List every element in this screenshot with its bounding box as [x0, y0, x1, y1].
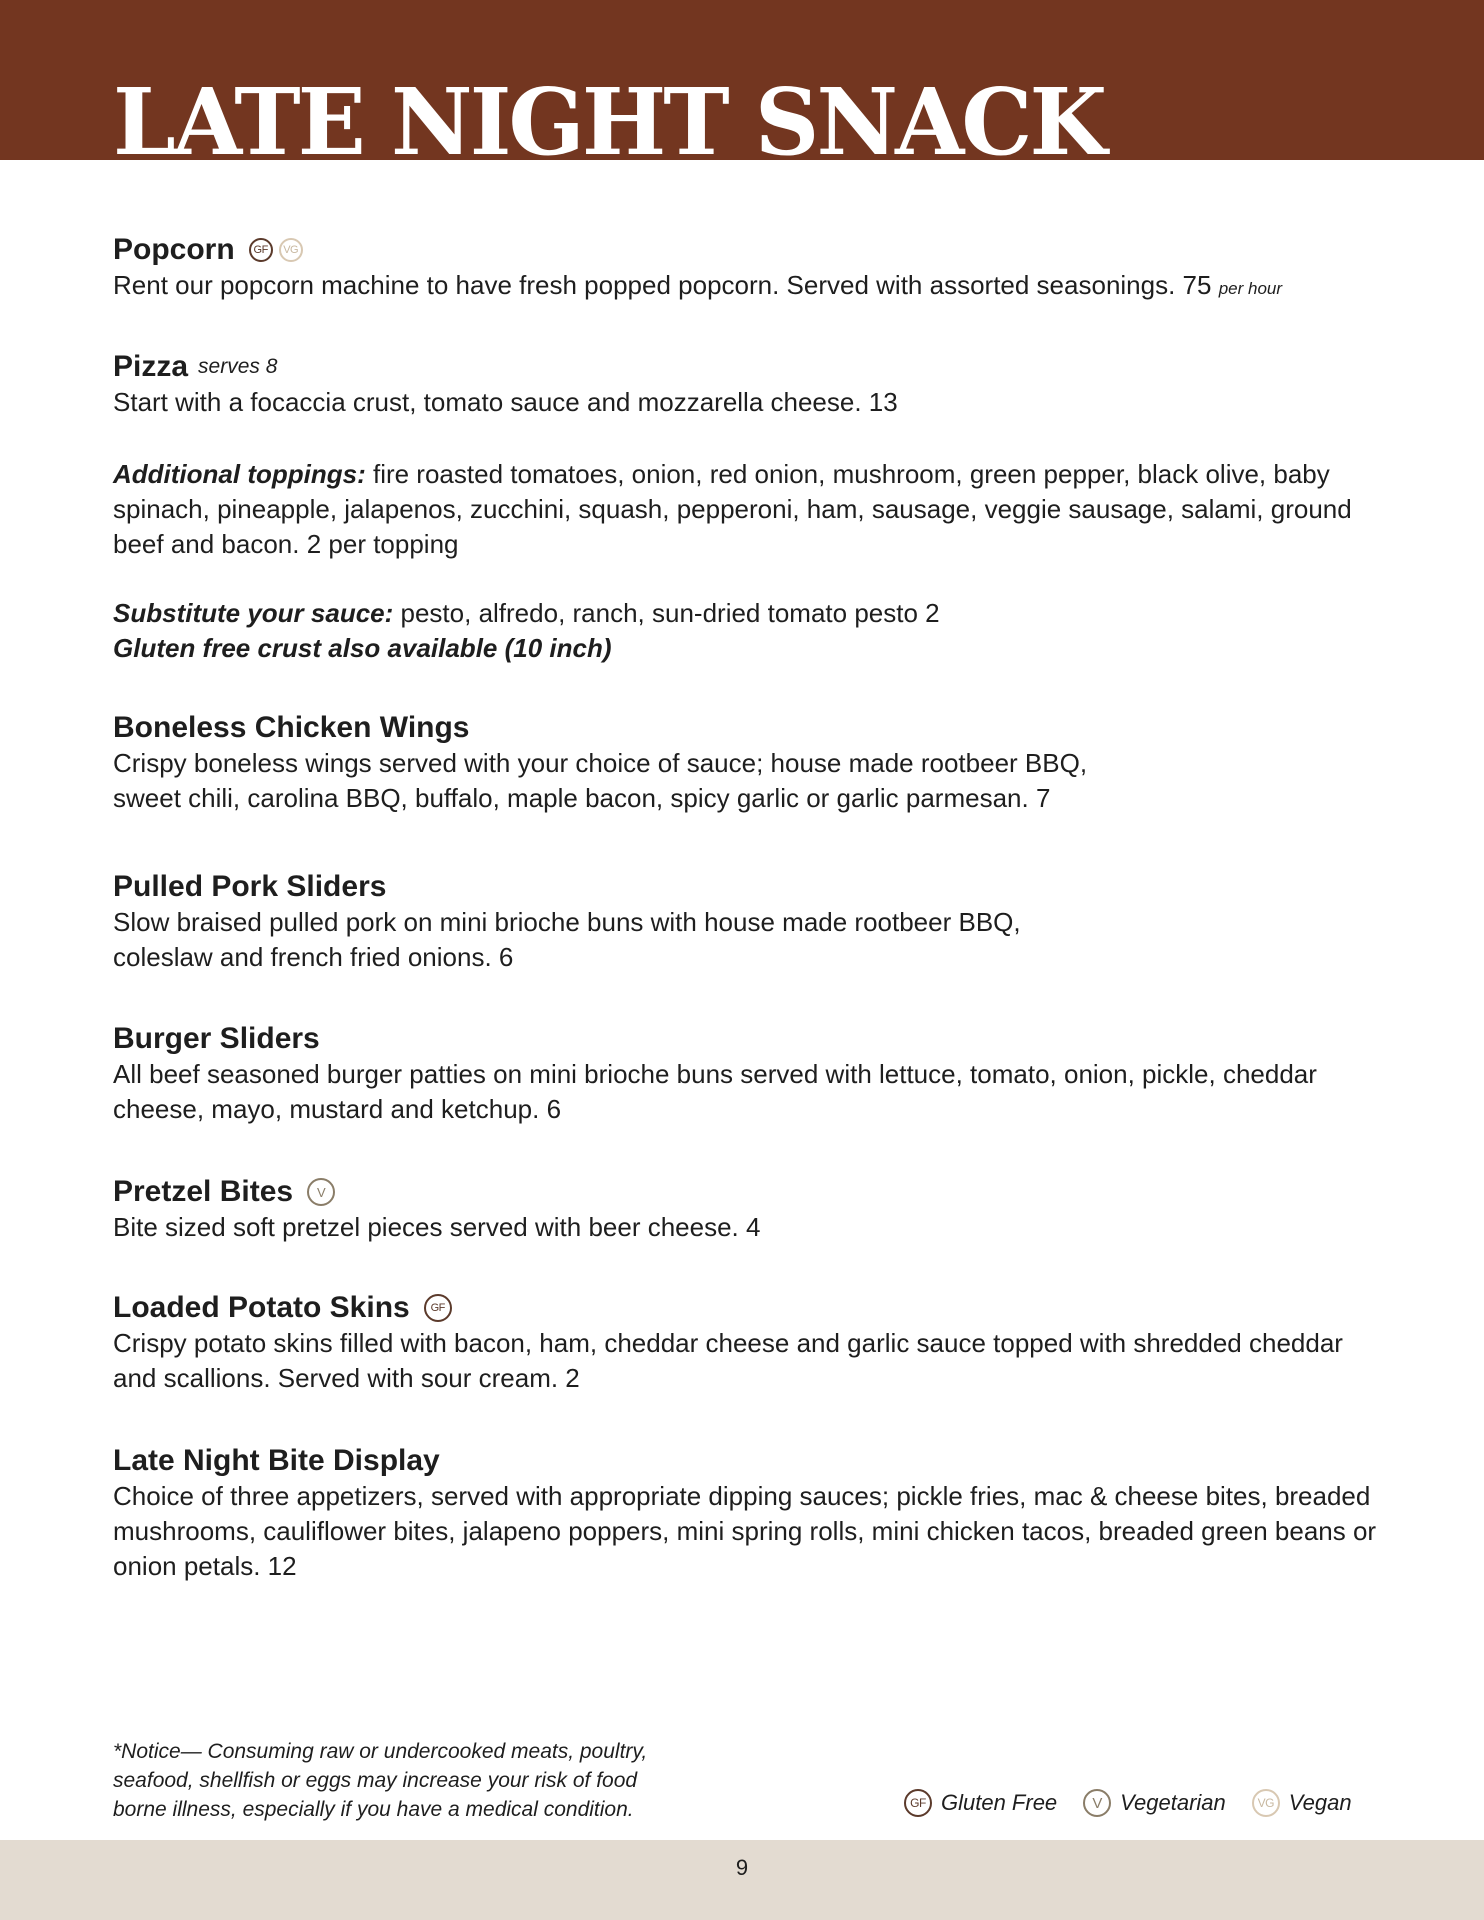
sauce-label: Substitute your sauce:: [113, 598, 394, 628]
item-desc-line: sweet chili, carolina BBQ, buffalo, maple bacon, spicy garlic or garlic parmesan. 7: [113, 783, 1051, 813]
notice-line: seafood, shellfish or eggs may increase your risk of food: [113, 1769, 638, 1792]
dietary-legend: [904, 1788, 1352, 1818]
serves-note: serves 8: [198, 355, 278, 378]
legend-label-vegetarian: Vegetarian: [1120, 1790, 1226, 1815]
item-name-row: [113, 349, 1383, 385]
toppings-text: fire roasted tomatoes, onion, red onion, mushroom, green pepper, black olive, baby spinach, pineapple, jalapenos, zucchini, squash, pepperoni, ham, sausage, veggie sausage, salami, ground beef and bacon. 2 per topping: [113, 459, 1352, 559]
menu-item-boneless-wings: [113, 710, 1383, 816]
item-name: Pizza: [113, 350, 189, 383]
item-name-row: [113, 1174, 1383, 1210]
item-desc-line: Crispy boneless wings served with your choice of sauce; house made rootbeer BBQ,: [113, 748, 1088, 778]
item-description: [113, 268, 1383, 306]
menu-item-pulled-pork-sliders: [113, 869, 1383, 975]
item-description: Start with a focaccia crust, tomato sauce and mozzarella cheese. 13: [113, 387, 898, 417]
item-description: Crispy potato skins filled with bacon, ham, cheddar cheese and garlic sauce topped with shredded cheddar and scallions. Served with sour cream. 2: [113, 1328, 1343, 1393]
page-number: 9: [735, 1855, 749, 1880]
item-name-row: [113, 1021, 1383, 1057]
item-name-row: [113, 869, 1383, 905]
item-name: Boneless Chicken Wings: [113, 711, 470, 744]
gluten-free-icon: GF: [424, 1294, 452, 1322]
item-desc-line: Slow braised pulled pork on mini brioche buns with house made rootbeer BBQ,: [113, 907, 1021, 937]
item-name-row: [113, 232, 1383, 268]
item-name-row: [113, 1443, 1383, 1479]
sauce-text: pesto, alfredo, ranch, sun-dried tomato pesto 2: [400, 598, 940, 628]
item-desc-text: Rent our popcorn machine to have fresh popped popcorn. Served with assorted seasonings. 75: [113, 270, 1212, 300]
gluten-free-icon: GF: [249, 238, 273, 262]
price-unit: per hour: [1218, 279, 1283, 298]
item-name: Popcorn: [113, 233, 235, 266]
item-name: Pretzel Bites: [113, 1175, 294, 1208]
item-description: [113, 905, 1383, 975]
menu-item-pizza: [113, 349, 1383, 420]
toppings-label: Additional toppings:: [113, 459, 366, 489]
legend-label-gluten-free: Gluten Free: [941, 1790, 1058, 1815]
vegetarian-icon: V: [1083, 1789, 1111, 1817]
vegan-icon: VG: [1252, 1789, 1280, 1817]
page-title: LATE NIGHT SNACK: [113, 68, 1105, 176]
item-name: Burger Sliders: [113, 1022, 320, 1055]
vegetarian-icon: V: [307, 1178, 335, 1206]
item-description: [113, 746, 1383, 816]
menu-item-pretzel-bites: [113, 1174, 1383, 1245]
item-desc-line: coleslaw and french fried onions. 6: [113, 942, 514, 972]
item-description: Bite sized soft pretzel pieces served with beer cheese. 4: [113, 1212, 761, 1242]
notice-line: borne illness, especially if you have a medical condition.: [113, 1798, 634, 1821]
item-description: All beef seasoned burger patties on mini brioche buns served with lettuce, tomato, onion, pickle, cheddar cheese, mayo, mustard and ketchup. 6: [113, 1059, 1317, 1124]
sauce-line: [113, 596, 1383, 631]
menu-item-loaded-potato-skins: [113, 1290, 1383, 1396]
pizza-sauce: [113, 596, 1383, 666]
food-safety-notice: [113, 1737, 733, 1824]
legend-label-vegan: Vegan: [1288, 1790, 1352, 1815]
item-description: Choice of three appetizers, served with appropriate dipping sauces; pickle fries, mac & cheese bites, breaded mushrooms, cauliflower bites, jalapeno poppers, mini spring rolls, mini chicken tacos, breaded green beans or onion petals. 12: [113, 1481, 1377, 1581]
gluten-free-crust-note: Gluten free crust also available (10 inch): [113, 633, 612, 663]
item-name: Pulled Pork Sliders: [113, 870, 387, 903]
gluten-free-icon: GF: [904, 1789, 932, 1817]
item-name-row: [113, 710, 1383, 746]
menu-item-burger-sliders: [113, 1021, 1383, 1127]
vegan-icon: VG: [279, 238, 303, 262]
menu-item-popcorn: [113, 232, 1383, 306]
pizza-toppings: [113, 457, 1383, 562]
item-name: Late Night Bite Display: [113, 1444, 440, 1477]
item-name: Loaded Potato Skins: [113, 1291, 410, 1324]
item-name-row: [113, 1290, 1383, 1326]
notice-line: *Notice— Consuming raw or undercooked meats, poultry,: [113, 1740, 648, 1763]
menu-item-late-night-bite-display: [113, 1443, 1383, 1584]
